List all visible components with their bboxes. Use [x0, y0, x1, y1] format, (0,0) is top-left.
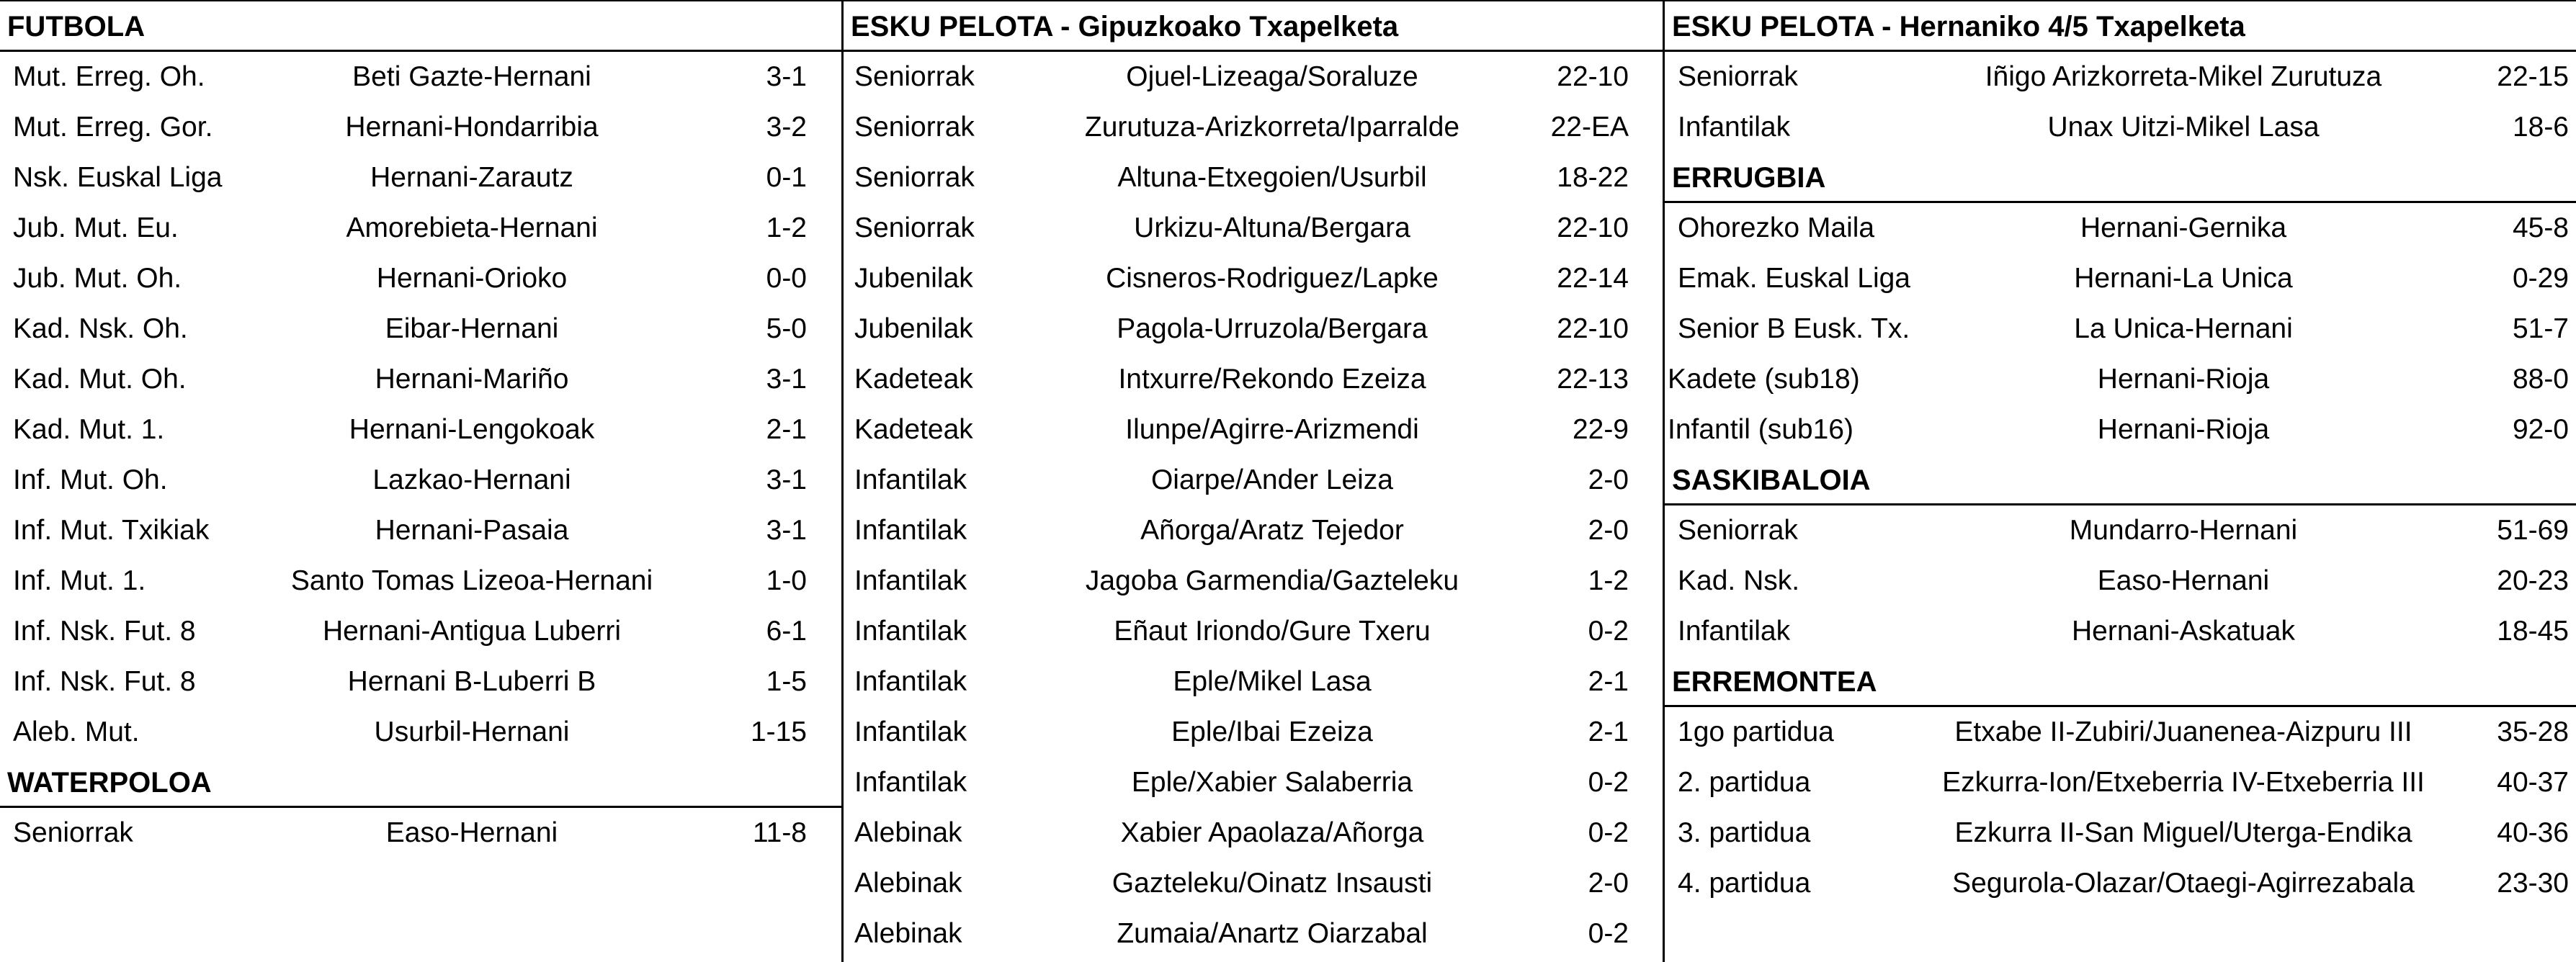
match-teams: Hernani-Hondarribia — [345, 112, 599, 143]
category-label: Seniorrak — [1678, 61, 1798, 92]
result-row — [1665, 606, 2576, 657]
match-score: 1-15 — [750, 716, 807, 747]
match-teams: Hernani B-Luberri B — [347, 666, 596, 697]
result-row — [0, 606, 841, 657]
match-teams: Pagola-Urruzola/Bergara — [1117, 313, 1428, 344]
category-label: Seniorrak — [854, 112, 975, 143]
match-score: 2-1 — [1588, 666, 1629, 697]
category-label: Senior B Eusk. Tx. — [1678, 313, 1910, 344]
category-label: Inf. Mut. Txikiak — [13, 515, 210, 546]
result-row — [1665, 858, 2576, 909]
match-score: 3-1 — [766, 364, 807, 395]
match-score: 20-23 — [2497, 565, 2569, 596]
category-label: Infantilak — [854, 464, 967, 495]
match-teams: Hernani-Askatuak — [2072, 616, 2295, 647]
result-row — [0, 354, 841, 405]
category-label: Infantilak — [1678, 616, 1791, 647]
category-label: Seniorrak — [854, 61, 975, 92]
result-row — [1665, 102, 2576, 153]
category-label: 2. partidua — [1678, 767, 1811, 798]
result-row — [844, 455, 1663, 505]
category-label: Kad. Nsk. — [1678, 565, 1800, 596]
match-teams: Hernani-Pasaia — [375, 515, 569, 546]
result-row — [844, 153, 1663, 203]
section-erremontea — [1665, 657, 2576, 909]
results-list — [1665, 505, 2576, 657]
match-score: 0-2 — [1588, 918, 1629, 949]
match-score: 2-0 — [1588, 868, 1629, 899]
match-teams: Segurola-Olazar/Otaegi-Agirrezabala — [1952, 868, 2415, 899]
result-row — [844, 253, 1663, 304]
category-label: Seniorrak — [854, 162, 975, 193]
match-teams: Ilunpe/Agirre-Arizmendi — [1125, 414, 1419, 445]
result-row — [1665, 758, 2576, 808]
match-teams: Hernani-Rioja — [2097, 364, 2270, 395]
match-teams: Ezkurra-Ion/Etxeberria IV-Etxeberria III — [1942, 767, 2425, 798]
result-row — [1665, 253, 2576, 304]
match-teams: Zurutuza-Arizkorreta/Iparralde — [1084, 112, 1460, 143]
result-row — [0, 808, 841, 858]
match-teams: Intxurre/Rekondo Ezeiza — [1118, 364, 1426, 395]
result-row — [1665, 505, 2576, 556]
category-label: Nsk. Euskal Liga — [13, 162, 223, 193]
section-header: ESKU PELOTA - Gipuzkoako Txapelketa — [844, 1, 1663, 52]
result-row — [1665, 354, 2576, 405]
result-row — [1665, 556, 2576, 606]
match-teams: Hernani-La Unica — [2074, 263, 2293, 294]
match-teams: Eple/Xabier Salaberria — [1131, 767, 1413, 798]
match-score: 51-7 — [2512, 313, 2569, 344]
section-header: ESKU PELOTA - Hernaniko 4/5 Txapelketa — [1665, 1, 2576, 52]
match-score: 22-EA — [1550, 112, 1629, 143]
category-label: Seniorrak — [854, 212, 975, 243]
match-score: 18-45 — [2497, 616, 2569, 647]
category-label: Jub. Mut. Eu. — [13, 212, 179, 243]
category-label: Kadete (sub18) — [1668, 364, 1860, 395]
category-label: Inf. Mut. 1. — [13, 565, 146, 596]
match-teams: Eple/Mikel Lasa — [1173, 666, 1372, 697]
match-score: 2-1 — [1588, 716, 1629, 747]
result-row — [0, 505, 841, 556]
category-label: Inf. Mut. Oh. — [13, 464, 168, 495]
match-score: 18-22 — [1557, 162, 1629, 193]
result-row — [0, 657, 841, 707]
match-teams: Hernani-Orioko — [376, 263, 568, 294]
category-label: Seniorrak — [1678, 515, 1798, 546]
category-label: Infantilak — [854, 515, 967, 546]
results-list — [1665, 203, 2576, 455]
result-row — [0, 304, 841, 354]
match-score: 5-0 — [766, 313, 807, 344]
match-score: 51-69 — [2497, 515, 2569, 546]
result-row — [844, 102, 1663, 153]
result-row — [844, 354, 1663, 405]
result-row — [844, 505, 1663, 556]
match-score: 2-0 — [1588, 464, 1629, 495]
match-teams: Eñaut Iriondo/Gure Txeru — [1114, 616, 1431, 647]
match-teams: Easo-Hernani — [2097, 565, 2270, 596]
category-label: Ohorezko Maila — [1678, 212, 1875, 243]
result-row — [0, 203, 841, 253]
match-teams: Hernani-Rioja — [2097, 414, 2270, 445]
match-score: 0-2 — [1588, 767, 1629, 798]
category-label: Infantilak — [854, 716, 967, 747]
match-teams: Hernani-Zarautz — [370, 162, 573, 193]
category-label: Alebinak — [854, 918, 962, 949]
result-row — [0, 455, 841, 505]
result-row — [844, 808, 1663, 858]
category-label: Inf. Nsk. Fut. 8 — [13, 616, 196, 647]
category-label: Infantilak — [854, 767, 967, 798]
category-label: Emak. Euskal Liga — [1678, 263, 1910, 294]
match-score: 1-0 — [766, 565, 807, 596]
match-score: 22-10 — [1557, 212, 1629, 243]
column-right — [1663, 1, 2576, 962]
results-list — [844, 52, 1663, 959]
result-row — [1665, 405, 2576, 455]
match-score: 3-1 — [766, 464, 807, 495]
match-teams: Lazkao-Hernani — [372, 464, 571, 495]
match-teams: Etxabe II-Zubiri/Juanenea-Aizpuru III — [1954, 716, 2412, 747]
result-row — [1665, 808, 2576, 858]
section-header: ERREMONTEA — [1665, 657, 2576, 707]
match-score: 2-1 — [766, 414, 807, 445]
section-esku-pelota-hernani — [1665, 1, 2576, 153]
match-score: 45-8 — [2512, 212, 2569, 243]
result-row — [0, 405, 841, 455]
match-teams: La Unica-Hernani — [2074, 313, 2293, 344]
result-row — [0, 102, 841, 153]
result-row — [0, 707, 841, 758]
result-row — [0, 52, 841, 102]
match-teams: Eple/Ibai Ezeiza — [1171, 716, 1373, 747]
section-errugbia — [1665, 153, 2576, 455]
results-list — [1665, 52, 2576, 153]
result-row — [844, 707, 1663, 758]
category-label: Infantilak — [854, 565, 967, 596]
section-waterpoloa — [0, 758, 841, 858]
category-label: Kad. Mut. Oh. — [13, 364, 187, 395]
result-row — [1665, 203, 2576, 253]
section-header: SASKIBALOIA — [1665, 455, 2576, 505]
match-teams: Ojuel-Lizeaga/Soraluze — [1126, 61, 1418, 92]
match-score: 22-10 — [1557, 313, 1629, 344]
result-row — [844, 909, 1663, 959]
category-label: Mut. Erreg. Gor. — [13, 112, 213, 143]
category-label: Infantil (sub16) — [1668, 414, 1853, 445]
match-score: 0-29 — [2512, 263, 2569, 294]
section-header: WATERPOLOA — [0, 758, 841, 808]
match-teams: Jagoba Garmendia/Gazteleku — [1085, 565, 1459, 596]
match-teams: Urkizu-Altuna/Bergara — [1134, 212, 1410, 243]
match-score: 18-6 — [2512, 112, 2569, 143]
section-header: FUTBOLA — [0, 1, 841, 52]
match-score: 22-14 — [1557, 263, 1629, 294]
category-label: Infantilak — [854, 666, 967, 697]
match-teams: Beti Gazte-Hernani — [352, 61, 591, 92]
match-teams: Xabier Apaolaza/Añorga — [1120, 817, 1424, 848]
match-score: 0-1 — [766, 162, 807, 193]
match-teams: Hernani-Mariño — [375, 364, 569, 395]
category-label: Aleb. Mut. — [13, 716, 140, 747]
result-row — [844, 758, 1663, 808]
section-saskibaloia — [1665, 455, 2576, 657]
match-teams: Amorebieta-Hernani — [346, 212, 598, 243]
result-row — [1665, 304, 2576, 354]
result-row — [844, 203, 1663, 253]
match-score: 40-36 — [2497, 817, 2569, 848]
match-teams: Añorga/Aratz Tejedor — [1140, 515, 1404, 546]
match-score: 1-2 — [1588, 565, 1629, 596]
match-teams: Iñigo Arizkorreta-Mikel Zurutuza — [1985, 61, 2382, 92]
match-teams: Altuna-Etxegoien/Usurbil — [1117, 162, 1427, 193]
match-score: 1-5 — [766, 666, 807, 697]
result-row — [844, 606, 1663, 657]
match-score: 92-0 — [2512, 414, 2569, 445]
match-teams: Easo-Hernani — [385, 817, 558, 848]
category-label: Mut. Erreg. Oh. — [13, 61, 205, 92]
result-row — [1665, 52, 2576, 102]
section-esku-pelota-gipuzkoa — [844, 1, 1663, 959]
match-teams: Ezkurra II-San Miguel/Uterga-Endika — [1954, 817, 2412, 848]
column-middle — [841, 1, 1663, 962]
match-teams: Santo Tomas Lizeoa-Hernani — [290, 565, 653, 596]
match-score: 88-0 — [2512, 364, 2569, 395]
match-teams: Hernani-Gernika — [2080, 212, 2287, 243]
category-label: Alebinak — [854, 868, 962, 899]
match-teams: Oiarpe/Ander Leiza — [1150, 464, 1394, 495]
category-label: Jubenilak — [854, 263, 973, 294]
match-score: 11-8 — [752, 817, 807, 848]
match-teams: Gazteleku/Oinatz Insausti — [1112, 868, 1433, 899]
category-label: 1go partidua — [1678, 716, 1834, 747]
category-label: Kadeteak — [854, 414, 973, 445]
result-row — [1665, 707, 2576, 758]
match-teams: Cisneros-Rodriguez/Lapke — [1106, 263, 1439, 294]
result-row — [0, 253, 841, 304]
match-score: 3-2 — [766, 112, 807, 143]
category-label: 4. partidua — [1678, 868, 1811, 899]
match-score: 22-15 — [2497, 61, 2569, 92]
match-score: 3-1 — [766, 515, 807, 546]
match-teams: Unax Uitzi-Mikel Lasa — [2047, 112, 2320, 143]
match-score: 6-1 — [766, 616, 807, 647]
match-score: 2-0 — [1588, 515, 1629, 546]
category-label: Infantilak — [854, 616, 967, 647]
result-row — [844, 556, 1663, 606]
result-row — [844, 657, 1663, 707]
category-label: Inf. Nsk. Fut. 8 — [13, 666, 196, 697]
category-label: Infantilak — [1678, 112, 1791, 143]
match-score: 22-10 — [1557, 61, 1629, 92]
category-label: Jub. Mut. Oh. — [13, 263, 182, 294]
match-score: 35-28 — [2497, 716, 2569, 747]
match-teams: Eibar-Hernani — [385, 313, 559, 344]
match-score: 3-1 — [766, 61, 807, 92]
result-row — [844, 858, 1663, 909]
category-label: Seniorrak — [13, 817, 133, 848]
category-label: Alebinak — [854, 817, 962, 848]
match-score: 22-9 — [1572, 414, 1629, 445]
match-teams: Mundarro-Hernani — [2069, 515, 2298, 546]
column-left — [0, 1, 841, 962]
category-label: Jubenilak — [854, 313, 973, 344]
category-label: Kad. Nsk. Oh. — [13, 313, 188, 344]
section-header: ERRUGBIA — [1665, 153, 2576, 203]
match-teams: Hernani-Antigua Luberri — [322, 616, 622, 647]
result-row — [844, 405, 1663, 455]
result-row — [844, 52, 1663, 102]
result-row — [0, 556, 841, 606]
category-label: Kadeteak — [854, 364, 973, 395]
result-row — [844, 304, 1663, 354]
match-score: 22-13 — [1557, 364, 1629, 395]
match-score: 0-2 — [1588, 817, 1629, 848]
result-row — [0, 153, 841, 203]
match-score: 40-37 — [2497, 767, 2569, 798]
category-label: 3. partidua — [1678, 817, 1811, 848]
category-label: Kad. Mut. 1. — [13, 414, 165, 445]
section-futbola — [0, 1, 841, 758]
match-score: 0-0 — [766, 263, 807, 294]
match-teams: Hernani-Lengokoak — [349, 414, 595, 445]
match-teams: Usurbil-Hernani — [374, 716, 570, 747]
results-list — [1665, 707, 2576, 909]
match-teams: Zumaia/Anartz Oiarzabal — [1117, 918, 1428, 949]
match-score: 1-2 — [766, 212, 807, 243]
match-score: 23-30 — [2497, 868, 2569, 899]
results-list — [0, 52, 841, 758]
results-list — [0, 808, 841, 858]
match-score: 0-2 — [1588, 616, 1629, 647]
